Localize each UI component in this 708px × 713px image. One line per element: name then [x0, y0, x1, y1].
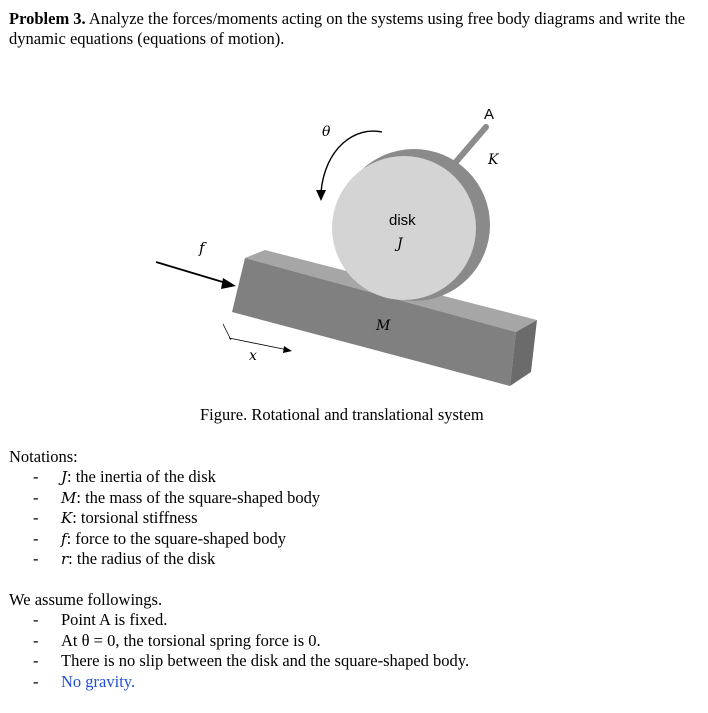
x-arrowhead — [283, 346, 292, 353]
label-M: M — [376, 318, 391, 334]
figure-caption: Figure. Rotational and translational system — [200, 405, 484, 424]
label-x: x — [249, 348, 257, 364]
assumptions-heading: We assume followings. — [9, 590, 163, 609]
label-K: K — [488, 152, 499, 168]
torsional-spring-rod — [455, 127, 486, 163]
force-arrowhead — [221, 278, 236, 289]
force-arrow-line — [156, 262, 226, 283]
label-J: J — [397, 236, 403, 252]
notations-heading: Notations: — [9, 447, 78, 466]
problem-label: Problem 3. — [9, 9, 86, 28]
x-reference-line — [223, 324, 231, 340]
label-disk: disk — [389, 212, 416, 229]
label-theta: θ — [322, 124, 331, 140]
label-A: A — [484, 106, 495, 123]
theta-arrowhead — [316, 190, 326, 201]
label-f: f — [199, 239, 205, 257]
x-direction-line — [229, 338, 288, 350]
problem-text: Analyze the forces/moments acting on the systems using free body diagrams and write the dynamic equations (equations of motion). — [9, 9, 686, 48]
